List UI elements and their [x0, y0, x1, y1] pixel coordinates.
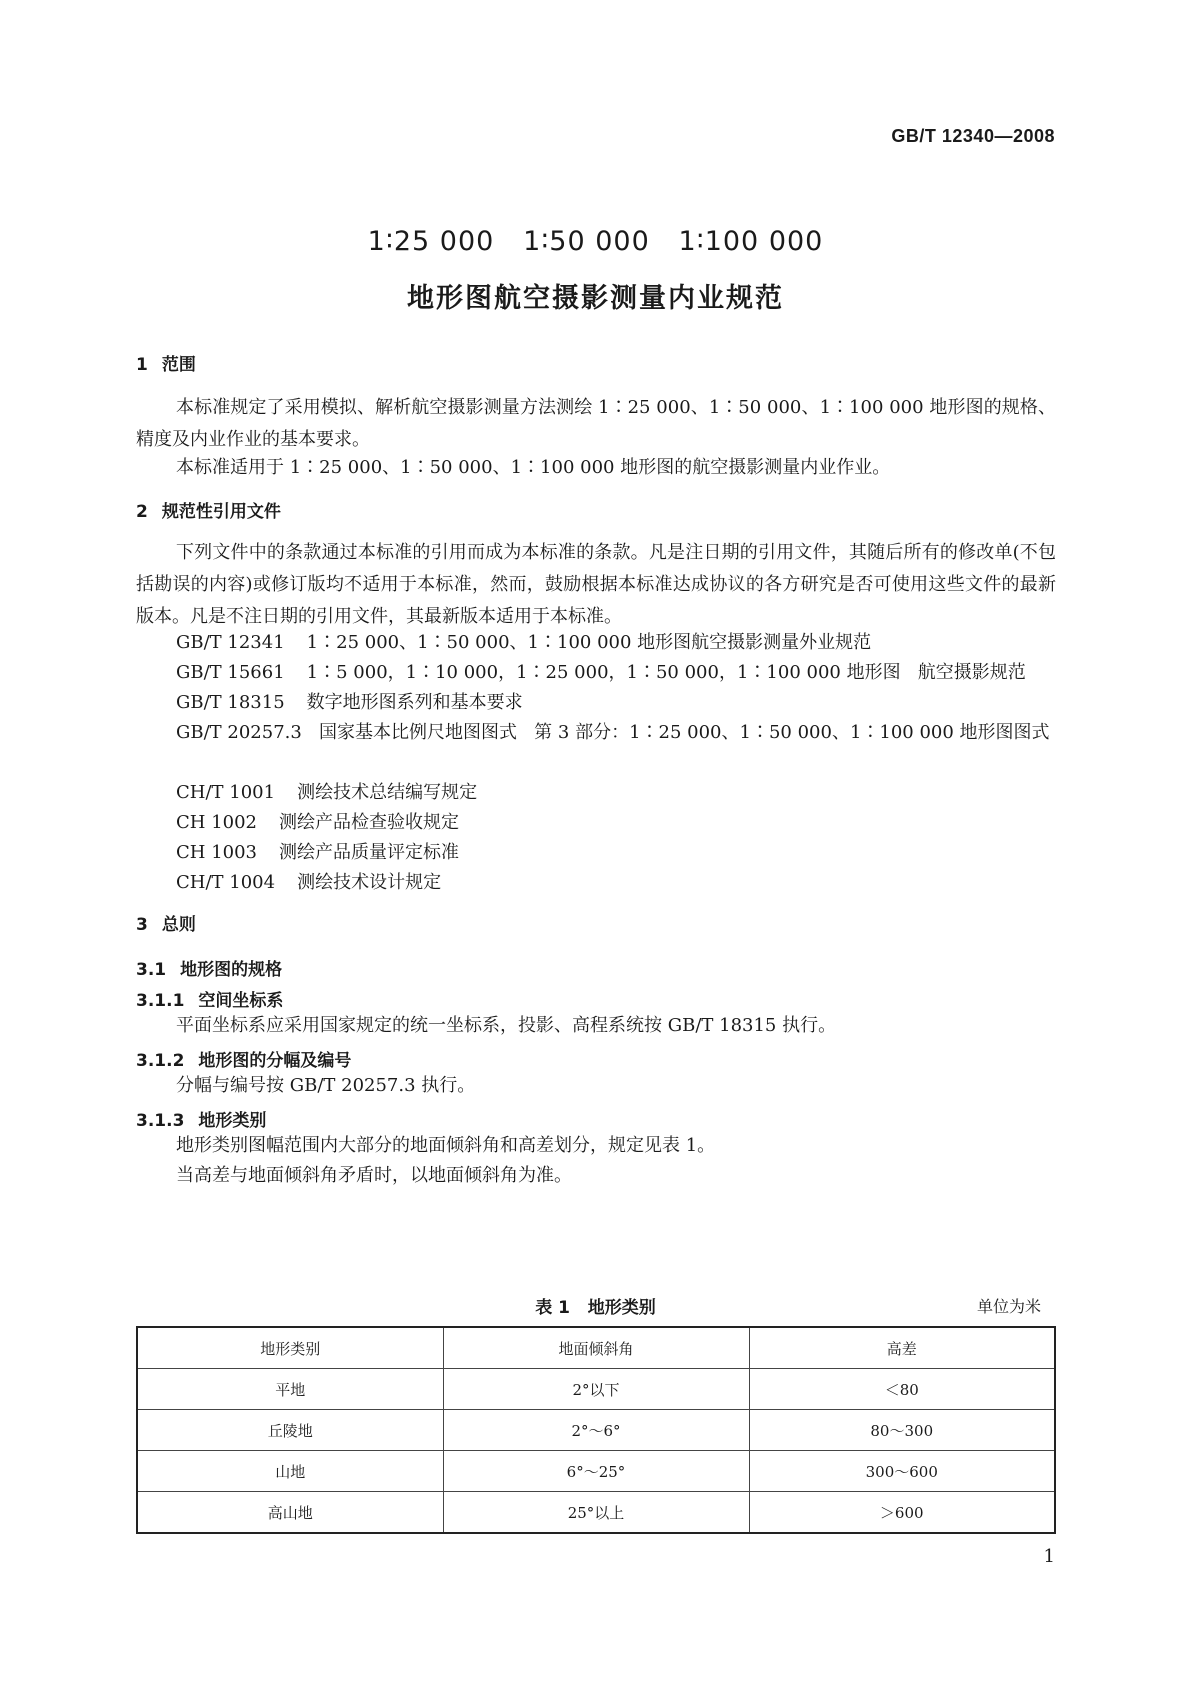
table-cell: 2°～6° [443, 1410, 749, 1451]
table-header-cell: 地面倾斜角 [443, 1327, 749, 1369]
section-number: 3.1.3 [136, 1111, 185, 1131]
section-3-1-heading [136, 955, 282, 980]
table-cell: ＜80 [749, 1369, 1055, 1410]
section-3-1-3-paragraph-2: 当高差与地面倾斜角矛盾时，以地面倾斜角为准。 [176, 1165, 572, 1186]
table-row [137, 1410, 1055, 1451]
section-1-paragraph-2: 本标准适用于 1∶25 000、1∶50 000、1∶100 000 地形图的航空摄影测量内业作业。 [176, 457, 891, 478]
section-title: 范围 [161, 355, 196, 375]
table-cell: ＞600 [749, 1492, 1055, 1534]
section-title: 地形类别 [198, 1111, 267, 1131]
section-number: 3.1 [136, 960, 167, 980]
reference-code: GB/T 15661 [176, 662, 285, 683]
table-header-cell: 高差 [749, 1327, 1055, 1369]
section-title: 空间坐标系 [198, 991, 284, 1011]
table-cell: 山地 [137, 1451, 443, 1492]
section-3-1-1-heading [136, 986, 283, 1011]
reference-item [176, 777, 477, 809]
reference-title: 测绘产品质量评定标准 [279, 842, 459, 863]
terrain-category-table [136, 1326, 1056, 1534]
reference-item [176, 657, 1026, 689]
table-cell: 6°～25° [443, 1451, 749, 1492]
table-cell: 300～600 [749, 1451, 1055, 1492]
section-title: 地形图的分幅及编号 [198, 1051, 352, 1071]
table-cell: 平地 [137, 1369, 443, 1410]
reference-code: GB/T 18315 [176, 692, 285, 713]
section-1-paragraph-1: 本标准规定了采用模拟、解析航空摄影测量方法测绘 1∶25 000、1∶50 000、1∶100 000 地形图的规格、精度及内业作业的基本要求。 [136, 397, 1056, 450]
table-row [137, 1492, 1055, 1534]
table-header-row [137, 1327, 1055, 1369]
title-scales: 1∶25 000 1∶50 000 1∶100 000 [367, 226, 824, 257]
reference-item [176, 867, 441, 899]
table-cell: 高山地 [137, 1492, 443, 1534]
reference-item [176, 807, 459, 839]
reference-title: 测绘技术设计规定 [297, 872, 442, 893]
reference-code: GB/T 12341 [176, 632, 285, 653]
section-number: 3.1.2 [136, 1051, 185, 1071]
reference-title: 国家基本比例尺地图图式 第 3 部分：1∶25 000、1∶50 000、1∶100 000 地形图图式 [319, 722, 1050, 743]
page-number: 1 [1043, 1546, 1055, 1567]
reference-code: GB/T 20257.3 [176, 722, 302, 743]
section-3-1-3-heading [136, 1106, 266, 1131]
section-3-1-2-heading [136, 1046, 351, 1071]
reference-code: CH/T 1001 [176, 782, 276, 803]
reference-item [176, 837, 459, 869]
section-3-1-3-paragraph-1: 地形类别图幅范围内大部分的地面倾斜角和高差划分，规定见表 1。 [176, 1135, 716, 1156]
reference-title: 数字地形图系列和基本要求 [306, 692, 523, 713]
reference-code: CH 1002 [176, 812, 257, 833]
table-cell: 2°以下 [443, 1369, 749, 1410]
table-unit: 单位为米 [976, 1297, 1041, 1316]
table-cell: 丘陵地 [137, 1410, 443, 1451]
section-3-1-1-paragraph: 平面坐标系应采用国家规定的统一坐标系，投影、高程系统按 GB/T 18315 执行。 [176, 1015, 837, 1036]
table-row [137, 1451, 1055, 1492]
reference-title: 1∶25 000、1∶50 000、1∶100 000 地形图航空摄影测量外业规范 [306, 632, 872, 653]
section-number: 3 [136, 915, 148, 935]
section-3-1-2-paragraph: 分幅与编号按 GB/T 20257.3 执行。 [176, 1075, 476, 1096]
table-header-cell: 地形类别 [137, 1327, 443, 1369]
section-number: 2 [136, 502, 148, 522]
section-number: 3.1.1 [136, 991, 185, 1011]
table-cell: 25°以上 [443, 1492, 749, 1534]
reference-code: CH/T 1004 [176, 872, 276, 893]
reference-item [136, 717, 1056, 749]
table-cell: 80～300 [749, 1410, 1055, 1451]
reference-item [176, 687, 523, 719]
section-2-paragraph-1: 下列文件中的条款通过本标准的引用而成为本标准的条款。凡是注日期的引用文件，其随后所有的修改单(不包括勘误的内容)或修订版均不适用于本标准，然而，鼓励根据本标准达成协议的各方研究是否可使用这些文件的最新版本。凡是不注日期的引用文件，其最新版本适用于本标准。 [136, 542, 1056, 627]
reference-item [176, 627, 871, 659]
standard-code: GB/T 12340—2008 [891, 126, 1055, 146]
reference-title: 测绘产品检查验收规定 [279, 812, 459, 833]
section-title: 总则 [161, 915, 196, 935]
section-title: 地形图的规格 [180, 960, 283, 980]
table-caption: 表 1 地形类别 [535, 1298, 656, 1318]
reference-title: 1∶5 000，1∶10 000，1∶25 000，1∶50 000，1∶100 000 地形图 航空摄影规范 [306, 662, 1026, 683]
section-title: 规范性引用文件 [161, 502, 281, 522]
section-1-heading [136, 350, 196, 375]
section-2-heading [136, 497, 281, 522]
section-number: 1 [136, 355, 148, 375]
section-3-heading [136, 910, 196, 935]
reference-code: CH 1003 [176, 842, 257, 863]
table-row [137, 1369, 1055, 1410]
reference-title: 测绘技术总结编写规定 [297, 782, 478, 803]
page-title: 地形图航空摄影测量内业规范 [407, 283, 784, 314]
